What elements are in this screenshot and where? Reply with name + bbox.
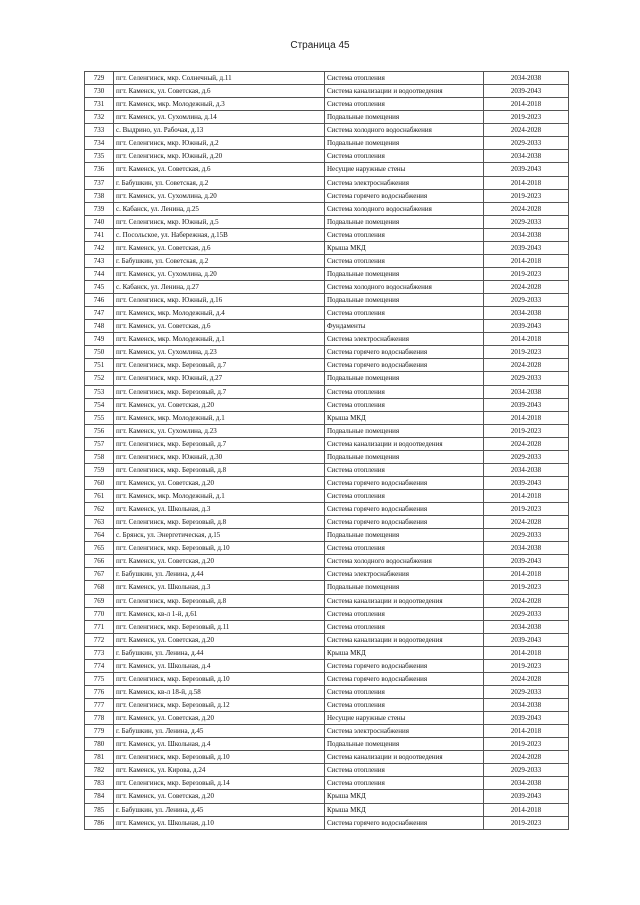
work-type-cell: Система канализации и водоотведения bbox=[325, 437, 484, 450]
work-type-cell: Подвальные помещения bbox=[325, 738, 484, 751]
row-number: 761 bbox=[85, 490, 114, 503]
address-cell: пгт. Каменск, ул. Советская, д.20 bbox=[114, 555, 325, 568]
row-number: 754 bbox=[85, 398, 114, 411]
work-type-cell: Система отопления bbox=[325, 607, 484, 620]
row-number: 783 bbox=[85, 777, 114, 790]
row-number: 780 bbox=[85, 738, 114, 751]
period-cell: 2024-2028 bbox=[484, 594, 569, 607]
row-number: 742 bbox=[85, 241, 114, 254]
period-cell: 2029-2033 bbox=[484, 764, 569, 777]
period-cell: 2014-2018 bbox=[484, 254, 569, 267]
table-row bbox=[85, 581, 569, 594]
work-type-cell: Система холодного водоснабжения bbox=[325, 555, 484, 568]
period-cell: 2019-2023 bbox=[484, 738, 569, 751]
address-cell: пгт. Каменск, ул. Советская, д.20 bbox=[114, 790, 325, 803]
row-number: 736 bbox=[85, 163, 114, 176]
address-cell: пгт. Каменск, ул. Школьная, д.4 bbox=[114, 738, 325, 751]
row-number: 769 bbox=[85, 594, 114, 607]
work-type-cell: Крыша МКД bbox=[325, 646, 484, 659]
work-type-cell: Крыша МКД bbox=[325, 790, 484, 803]
address-cell: пгт. Каменск, кв-л 1-й, д.61 bbox=[114, 607, 325, 620]
period-cell: 2014-2018 bbox=[484, 176, 569, 189]
work-type-cell: Подвальные помещения bbox=[325, 581, 484, 594]
period-cell: 2034-2038 bbox=[484, 620, 569, 633]
period-cell: 2034-2038 bbox=[484, 777, 569, 790]
table-row bbox=[85, 712, 569, 725]
table-row bbox=[85, 738, 569, 751]
work-type-cell: Система отопления bbox=[325, 254, 484, 267]
work-type-cell: Система горячего водоснабжения bbox=[325, 516, 484, 529]
table-row bbox=[85, 803, 569, 816]
period-cell: 2024-2028 bbox=[484, 516, 569, 529]
row-number: 785 bbox=[85, 803, 114, 816]
period-cell: 2019-2023 bbox=[484, 267, 569, 280]
period-cell: 2019-2023 bbox=[484, 581, 569, 594]
table-row bbox=[85, 281, 569, 294]
work-type-cell: Система электроснабжения bbox=[325, 176, 484, 189]
table-row bbox=[85, 307, 569, 320]
period-cell: 2034-2038 bbox=[484, 72, 569, 85]
row-number: 779 bbox=[85, 725, 114, 738]
work-type-cell: Система горячего водоснабжения bbox=[325, 503, 484, 516]
address-cell: пгт. Каменск, мкр. Молодежный, д.3 bbox=[114, 98, 325, 111]
row-number: 762 bbox=[85, 503, 114, 516]
table-row bbox=[85, 725, 569, 738]
row-number: 752 bbox=[85, 372, 114, 385]
row-number: 747 bbox=[85, 307, 114, 320]
period-cell: 2039-2043 bbox=[484, 320, 569, 333]
address-cell: пгт. Селенгинск, мкр. Южный, д.27 bbox=[114, 372, 325, 385]
address-cell: г. Бабушкин, ул. Ленина, д.45 bbox=[114, 803, 325, 816]
period-cell: 2024-2028 bbox=[484, 359, 569, 372]
work-type-cell: Подвальные помещения bbox=[325, 111, 484, 124]
row-number: 729 bbox=[85, 72, 114, 85]
table-body bbox=[85, 72, 569, 830]
work-type-cell: Подвальные помещения bbox=[325, 267, 484, 280]
period-cell: 2034-2038 bbox=[484, 307, 569, 320]
work-type-cell: Крыша МКД bbox=[325, 411, 484, 424]
table-row bbox=[85, 503, 569, 516]
period-cell: 2034-2038 bbox=[484, 385, 569, 398]
period-cell: 2014-2018 bbox=[484, 333, 569, 346]
period-cell: 2034-2038 bbox=[484, 463, 569, 476]
period-cell: 2029-2033 bbox=[484, 450, 569, 463]
address-cell: пгт. Каменск, ул. Советская, д.20 bbox=[114, 633, 325, 646]
row-number: 760 bbox=[85, 476, 114, 489]
table-row bbox=[85, 72, 569, 85]
period-cell: 2024-2028 bbox=[484, 202, 569, 215]
address-cell: пгт. Селенгинск, мкр. Березовый, д.7 bbox=[114, 359, 325, 372]
table-row bbox=[85, 85, 569, 98]
row-number: 765 bbox=[85, 542, 114, 555]
table-row bbox=[85, 333, 569, 346]
table-row bbox=[85, 699, 569, 712]
row-number: 786 bbox=[85, 816, 114, 829]
work-type-cell: Система канализации и водоотведения bbox=[325, 85, 484, 98]
row-number: 746 bbox=[85, 294, 114, 307]
row-number: 766 bbox=[85, 555, 114, 568]
work-type-cell: Система горячего водоснабжения bbox=[325, 346, 484, 359]
work-type-cell: Крыша МКД bbox=[325, 241, 484, 254]
period-cell: 2024-2028 bbox=[484, 751, 569, 764]
address-cell: пгт. Селенгинск, мкр. Березовый, д.12 bbox=[114, 699, 325, 712]
row-number: 737 bbox=[85, 176, 114, 189]
table-row bbox=[85, 463, 569, 476]
table-row bbox=[85, 267, 569, 280]
period-cell: 2029-2033 bbox=[484, 607, 569, 620]
table-row bbox=[85, 385, 569, 398]
address-cell: пгт. Каменск, ул. Сухомлина, д.14 bbox=[114, 111, 325, 124]
row-number: 733 bbox=[85, 124, 114, 137]
row-number: 770 bbox=[85, 607, 114, 620]
address-cell: пгт. Каменск, ул. Сухомлина, д.23 bbox=[114, 346, 325, 359]
row-number: 784 bbox=[85, 790, 114, 803]
work-type-cell: Подвальные помещения bbox=[325, 215, 484, 228]
table-row bbox=[85, 137, 569, 150]
period-cell: 2019-2023 bbox=[484, 503, 569, 516]
period-cell: 2034-2038 bbox=[484, 228, 569, 241]
period-cell: 2014-2018 bbox=[484, 646, 569, 659]
row-number: 739 bbox=[85, 202, 114, 215]
row-number: 748 bbox=[85, 320, 114, 333]
row-number: 776 bbox=[85, 685, 114, 698]
row-number: 732 bbox=[85, 111, 114, 124]
table-row bbox=[85, 633, 569, 646]
table-row bbox=[85, 398, 569, 411]
table-row bbox=[85, 594, 569, 607]
address-cell: пгт. Каменск, ул. Советская, д.20 bbox=[114, 398, 325, 411]
work-type-cell: Система горячего водоснабжения bbox=[325, 359, 484, 372]
address-cell: пгт. Каменск, ул. Кирова, д.24 bbox=[114, 764, 325, 777]
table-row bbox=[85, 476, 569, 489]
address-cell: г. Бабушкин, ул. Ленина, д.44 bbox=[114, 568, 325, 581]
work-type-cell: Подвальные помещения bbox=[325, 450, 484, 463]
table-row bbox=[85, 228, 569, 241]
row-number: 755 bbox=[85, 411, 114, 424]
row-number: 751 bbox=[85, 359, 114, 372]
work-type-cell: Система канализации и водоотведения bbox=[325, 594, 484, 607]
work-type-cell: Система отопления bbox=[325, 699, 484, 712]
address-cell: пгт. Каменск, ул. Советская, д.6 bbox=[114, 85, 325, 98]
period-cell: 2039-2043 bbox=[484, 163, 569, 176]
work-type-cell: Подвальные помещения bbox=[325, 424, 484, 437]
table-row bbox=[85, 751, 569, 764]
address-cell: с. Кабанск, ул. Ленина, д.27 bbox=[114, 281, 325, 294]
table-row bbox=[85, 176, 569, 189]
address-cell: пгт. Каменск, ул. Советская, д.6 bbox=[114, 320, 325, 333]
table-row bbox=[85, 372, 569, 385]
period-cell: 2014-2018 bbox=[484, 725, 569, 738]
work-type-cell: Система отопления bbox=[325, 463, 484, 476]
table-row bbox=[85, 189, 569, 202]
period-cell: 2024-2028 bbox=[484, 437, 569, 450]
period-cell: 2034-2038 bbox=[484, 150, 569, 163]
work-type-cell: Система холодного водоснабжения bbox=[325, 202, 484, 215]
row-number: 771 bbox=[85, 620, 114, 633]
period-cell: 2039-2043 bbox=[484, 790, 569, 803]
table-row bbox=[85, 490, 569, 503]
table-row bbox=[85, 254, 569, 267]
address-cell: с. Выдрино, ул. Рабочая, д.13 bbox=[114, 124, 325, 137]
address-cell: пгт. Каменск, ул. Школьная, д.3 bbox=[114, 503, 325, 516]
work-type-cell: Система горячего водоснабжения bbox=[325, 189, 484, 202]
address-cell: пгт. Селенгинск, мкр. Березовый, д.8 bbox=[114, 594, 325, 607]
row-number: 740 bbox=[85, 215, 114, 228]
period-cell: 2029-2033 bbox=[484, 215, 569, 228]
address-cell: пгт. Селенгинск, мкр. Южный, д.20 bbox=[114, 150, 325, 163]
row-number: 744 bbox=[85, 267, 114, 280]
address-cell: пгт. Селенгинск, мкр. Березовый, д.7 bbox=[114, 437, 325, 450]
period-cell: 2039-2043 bbox=[484, 398, 569, 411]
address-cell: пгт. Каменск, ул. Советская, д.6 bbox=[114, 163, 325, 176]
work-type-cell: Система горячего водоснабжения bbox=[325, 476, 484, 489]
period-cell: 2039-2043 bbox=[484, 712, 569, 725]
address-cell: г. Бабушкин, ул. Ленина, д.45 bbox=[114, 725, 325, 738]
work-type-cell: Несущие наружные стены bbox=[325, 163, 484, 176]
table-row bbox=[85, 150, 569, 163]
work-type-cell: Система канализации и водоотведения bbox=[325, 633, 484, 646]
period-cell: 2034-2038 bbox=[484, 699, 569, 712]
period-cell: 2029-2033 bbox=[484, 137, 569, 150]
row-number: 772 bbox=[85, 633, 114, 646]
row-number: 750 bbox=[85, 346, 114, 359]
work-type-cell: Система отопления bbox=[325, 777, 484, 790]
period-cell: 2029-2033 bbox=[484, 685, 569, 698]
work-type-cell: Система электроснабжения bbox=[325, 333, 484, 346]
period-cell: 2024-2028 bbox=[484, 124, 569, 137]
table-row bbox=[85, 764, 569, 777]
work-type-cell: Система отопления bbox=[325, 764, 484, 777]
address-cell: пгт. Каменск, ул. Школьная, д.3 bbox=[114, 581, 325, 594]
work-type-cell: Система электроснабжения bbox=[325, 725, 484, 738]
row-number: 731 bbox=[85, 98, 114, 111]
address-cell: пгт. Селенгинск, мкр. Березовый, д.7 bbox=[114, 385, 325, 398]
period-cell: 2034-2038 bbox=[484, 542, 569, 555]
work-type-cell: Система холодного водоснабжения bbox=[325, 124, 484, 137]
work-type-cell: Крыша МКД bbox=[325, 803, 484, 816]
work-type-cell: Система отопления bbox=[325, 228, 484, 241]
period-cell: 2039-2043 bbox=[484, 633, 569, 646]
row-number: 730 bbox=[85, 85, 114, 98]
period-cell: 2019-2023 bbox=[484, 189, 569, 202]
work-type-cell: Система отопления bbox=[325, 542, 484, 555]
period-cell: 2039-2043 bbox=[484, 476, 569, 489]
address-cell: пгт. Каменск, мкр. Молодежный, д.1 bbox=[114, 333, 325, 346]
table-row bbox=[85, 542, 569, 555]
table-row bbox=[85, 790, 569, 803]
table-row bbox=[85, 411, 569, 424]
address-cell: пгт. Селенгинск, мкр. Солнечный, д.11 bbox=[114, 72, 325, 85]
work-type-cell: Фундаменты bbox=[325, 320, 484, 333]
work-type-cell: Система канализации и водоотведения bbox=[325, 751, 484, 764]
work-type-cell: Система отопления bbox=[325, 150, 484, 163]
row-number: 778 bbox=[85, 712, 114, 725]
address-cell: пгт. Каменск, ул. Советская, д.20 bbox=[114, 712, 325, 725]
table-row bbox=[85, 646, 569, 659]
period-cell: 2014-2018 bbox=[484, 568, 569, 581]
address-cell: с. Кабанск, ул. Ленина, д.25 bbox=[114, 202, 325, 215]
row-number: 774 bbox=[85, 659, 114, 672]
period-cell: 2019-2023 bbox=[484, 424, 569, 437]
row-number: 734 bbox=[85, 137, 114, 150]
table-row bbox=[85, 320, 569, 333]
period-cell: 2014-2018 bbox=[484, 411, 569, 424]
period-cell: 2029-2033 bbox=[484, 372, 569, 385]
address-cell: г. Бабушкин, ул. Ленина, д.44 bbox=[114, 646, 325, 659]
table-row bbox=[85, 294, 569, 307]
work-type-cell: Система отопления bbox=[325, 490, 484, 503]
period-cell: 2019-2023 bbox=[484, 816, 569, 829]
period-cell: 2014-2018 bbox=[484, 490, 569, 503]
period-cell: 2039-2043 bbox=[484, 555, 569, 568]
row-number: 745 bbox=[85, 281, 114, 294]
row-number: 738 bbox=[85, 189, 114, 202]
table-row bbox=[85, 555, 569, 568]
table-row bbox=[85, 346, 569, 359]
row-number: 759 bbox=[85, 463, 114, 476]
address-cell: пгт. Каменск, ул. Школьная, д.10 bbox=[114, 816, 325, 829]
address-cell: пгт. Каменск, ул. Советская, д.20 bbox=[114, 476, 325, 489]
address-cell: пгт. Селенгинск, мкр. Южный, д.2 bbox=[114, 137, 325, 150]
table-row bbox=[85, 607, 569, 620]
table-row bbox=[85, 111, 569, 124]
address-cell: пгт. Селенгинск, мкр. Березовый, д.10 bbox=[114, 542, 325, 555]
work-register-table bbox=[84, 71, 569, 830]
address-cell: пгт. Селенгинск, мкр. Березовый, д.14 bbox=[114, 777, 325, 790]
table-row bbox=[85, 359, 569, 372]
period-cell: 2014-2018 bbox=[484, 803, 569, 816]
page-header: Страница 45 bbox=[290, 40, 350, 51]
table-row bbox=[85, 685, 569, 698]
address-cell: пгт. Каменск, кв-л 18-й, д.58 bbox=[114, 685, 325, 698]
row-number: 777 bbox=[85, 699, 114, 712]
row-number: 782 bbox=[85, 764, 114, 777]
row-number: 768 bbox=[85, 581, 114, 594]
address-cell: пгт. Селенгинск, мкр. Березовый, д.8 bbox=[114, 516, 325, 529]
row-number: 743 bbox=[85, 254, 114, 267]
table-row bbox=[85, 202, 569, 215]
work-type-cell: Система отопления bbox=[325, 685, 484, 698]
period-cell: 2029-2033 bbox=[484, 529, 569, 542]
address-cell: пгт. Каменск, мкр. Молодежный, д.4 bbox=[114, 307, 325, 320]
work-type-cell: Система горячего водоснабжения bbox=[325, 659, 484, 672]
address-cell: пгт. Селенгинск, мкр. Березовый, д.10 bbox=[114, 751, 325, 764]
work-type-cell: Подвальные помещения bbox=[325, 372, 484, 385]
period-cell: 2019-2023 bbox=[484, 111, 569, 124]
row-number: 741 bbox=[85, 228, 114, 241]
row-number: 757 bbox=[85, 437, 114, 450]
address-cell: пгт. Селенгинск, мкр. Южный, д.16 bbox=[114, 294, 325, 307]
table-row bbox=[85, 163, 569, 176]
table-row bbox=[85, 620, 569, 633]
table-row bbox=[85, 437, 569, 450]
work-type-cell: Подвальные помещения bbox=[325, 137, 484, 150]
table-row bbox=[85, 659, 569, 672]
address-cell: г. Бабушкин, ул. Советская, д.2 bbox=[114, 254, 325, 267]
table-row bbox=[85, 568, 569, 581]
table-row bbox=[85, 529, 569, 542]
row-number: 764 bbox=[85, 529, 114, 542]
work-type-cell: Система электроснабжения bbox=[325, 568, 484, 581]
row-number: 773 bbox=[85, 646, 114, 659]
address-cell: пгт. Каменск, ул. Сухомлина, д.23 bbox=[114, 424, 325, 437]
work-type-cell: Система отопления bbox=[325, 307, 484, 320]
address-cell: пгт. Селенгинск, мкр. Березовый, д.10 bbox=[114, 672, 325, 685]
row-number: 781 bbox=[85, 751, 114, 764]
work-type-cell: Система холодного водоснабжения bbox=[325, 281, 484, 294]
address-cell: с. Брянск, ул. Энергетическая, д.15 bbox=[114, 529, 325, 542]
work-type-cell: Система отопления bbox=[325, 398, 484, 411]
address-cell: г. Бабушкин, ул. Советская, д.2 bbox=[114, 176, 325, 189]
work-type-cell: Система отопления bbox=[325, 72, 484, 85]
address-cell: с. Посольское, ул. Набережная, д.15В bbox=[114, 228, 325, 241]
address-cell: пгт. Селенгинск, мкр. Березовый, д.8 bbox=[114, 463, 325, 476]
table-row bbox=[85, 98, 569, 111]
period-cell: 2019-2023 bbox=[484, 346, 569, 359]
period-cell: 2024-2028 bbox=[484, 281, 569, 294]
address-cell: пгт. Селенгинск, мкр. Березовый, д.11 bbox=[114, 620, 325, 633]
row-number: 756 bbox=[85, 424, 114, 437]
table-row bbox=[85, 424, 569, 437]
address-cell: пгт. Каменск, ул. Школьная, д.4 bbox=[114, 659, 325, 672]
table-row bbox=[85, 450, 569, 463]
address-cell: пгт. Селенгинск, мкр. Южный, д.5 bbox=[114, 215, 325, 228]
address-cell: пгт. Каменск, ул. Сухомлина, д.20 bbox=[114, 267, 325, 280]
row-number: 758 bbox=[85, 450, 114, 463]
address-cell: пгт. Каменск, ул. Сухомлина, д.20 bbox=[114, 189, 325, 202]
row-number: 749 bbox=[85, 333, 114, 346]
work-type-cell: Система горячего водоснабжения bbox=[325, 672, 484, 685]
table-row bbox=[85, 816, 569, 829]
table-row bbox=[85, 516, 569, 529]
work-type-cell: Система горячего водоснабжения bbox=[325, 816, 484, 829]
work-type-cell: Система отопления bbox=[325, 98, 484, 111]
work-type-cell: Подвальные помещения bbox=[325, 294, 484, 307]
period-cell: 2024-2028 bbox=[484, 672, 569, 685]
table-row bbox=[85, 124, 569, 137]
period-cell: 2029-2033 bbox=[484, 294, 569, 307]
period-cell: 2019-2023 bbox=[484, 659, 569, 672]
row-number: 767 bbox=[85, 568, 114, 581]
work-type-cell: Подвальные помещения bbox=[325, 529, 484, 542]
row-number: 753 bbox=[85, 385, 114, 398]
period-cell: 2014-2018 bbox=[484, 98, 569, 111]
work-type-cell: Система отопления bbox=[325, 620, 484, 633]
table-row bbox=[85, 672, 569, 685]
address-cell: пгт. Селенгинск, мкр. Южный, д.30 bbox=[114, 450, 325, 463]
address-cell: пгт. Каменск, мкр. Молодежный, д.1 bbox=[114, 411, 325, 424]
row-number: 735 bbox=[85, 150, 114, 163]
period-cell: 2039-2043 bbox=[484, 241, 569, 254]
period-cell: 2039-2043 bbox=[484, 85, 569, 98]
work-type-cell: Несущие наружные стены bbox=[325, 712, 484, 725]
table-row bbox=[85, 777, 569, 790]
row-number: 775 bbox=[85, 672, 114, 685]
address-cell: пгт. Каменск, ул. Советская, д.6 bbox=[114, 241, 325, 254]
table-row bbox=[85, 215, 569, 228]
address-cell: пгт. Каменск, мкр. Молодежный, д.1 bbox=[114, 490, 325, 503]
work-type-cell: Система отопления bbox=[325, 385, 484, 398]
row-number: 763 bbox=[85, 516, 114, 529]
table-row bbox=[85, 241, 569, 254]
